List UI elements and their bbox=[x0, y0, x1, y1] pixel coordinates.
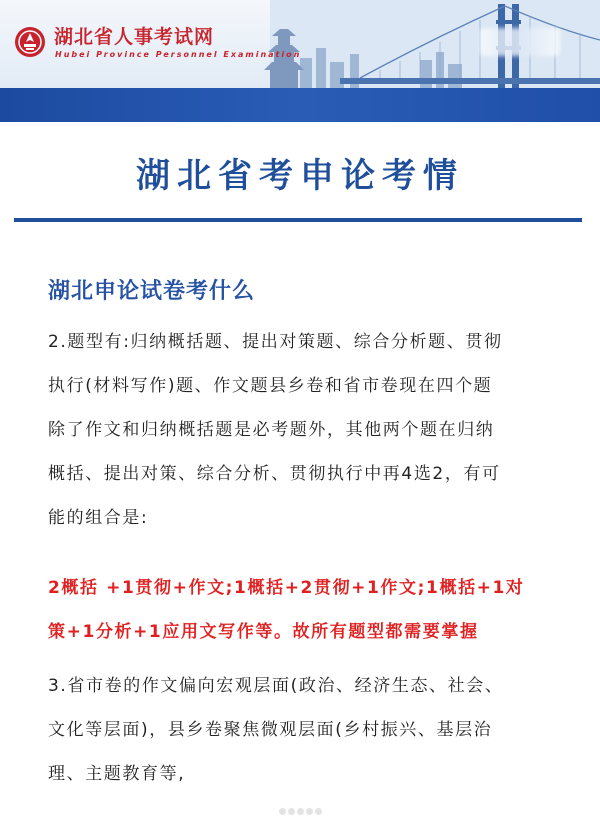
paragraph-line: 理、主题教育等, bbox=[48, 764, 186, 784]
paragraph-line: 2.题型有:归纳概括题、提出对策题、综合分析题、贯彻 bbox=[48, 332, 503, 352]
page-indicator-dots bbox=[0, 808, 600, 815]
site-logo-icon bbox=[14, 26, 46, 58]
highlight-line: 2概括 +1贯彻+作文;1概括+2贯彻+1作文;1概括+1对 bbox=[48, 578, 525, 598]
page-title: 湖北省考申论考情 bbox=[136, 156, 464, 196]
highlight-line: 策+1分析+1应用文写作等。故所有题型都需要掌握 bbox=[48, 622, 479, 642]
title-divider bbox=[14, 218, 582, 222]
page-dot bbox=[288, 808, 295, 815]
banner-blue-strip bbox=[0, 88, 600, 122]
blurred-region bbox=[480, 28, 560, 56]
highlighted-combinations bbox=[48, 566, 568, 654]
paragraph-line: 能的组合是: bbox=[48, 508, 149, 528]
header-banner bbox=[0, 0, 600, 122]
page-dot bbox=[297, 808, 304, 815]
site-name: 湖北省人事考试网 bbox=[54, 26, 215, 48]
page-dot bbox=[315, 808, 322, 815]
paragraph-line: 除了作文和归纳概括题是必考题外，其他两个题在归纳 bbox=[48, 420, 495, 440]
paragraph-line: 执行(材料写作)题、作文题县乡卷和省市卷现在四个题 bbox=[48, 376, 493, 396]
page-dot bbox=[279, 808, 286, 815]
paragraph-line: 3.省市卷的作文偏向宏观层面(政治、经济生态、社会、 bbox=[48, 676, 504, 696]
paragraph-essay-levels bbox=[48, 664, 568, 796]
site-name-english: Hubei Province Personnel Examination bbox=[55, 50, 302, 59]
paragraph-line: 概括、提出对策、综合分析、贯彻执行中再4选2，有可 bbox=[48, 464, 501, 484]
paragraph-line: 文化等层面)，县乡卷聚焦微观层面(乡村振兴、基层治 bbox=[48, 720, 493, 740]
page-dot bbox=[306, 808, 313, 815]
section-heading: 湖北申论试卷考什么 bbox=[48, 279, 256, 304]
paragraph-question-types bbox=[48, 320, 568, 540]
